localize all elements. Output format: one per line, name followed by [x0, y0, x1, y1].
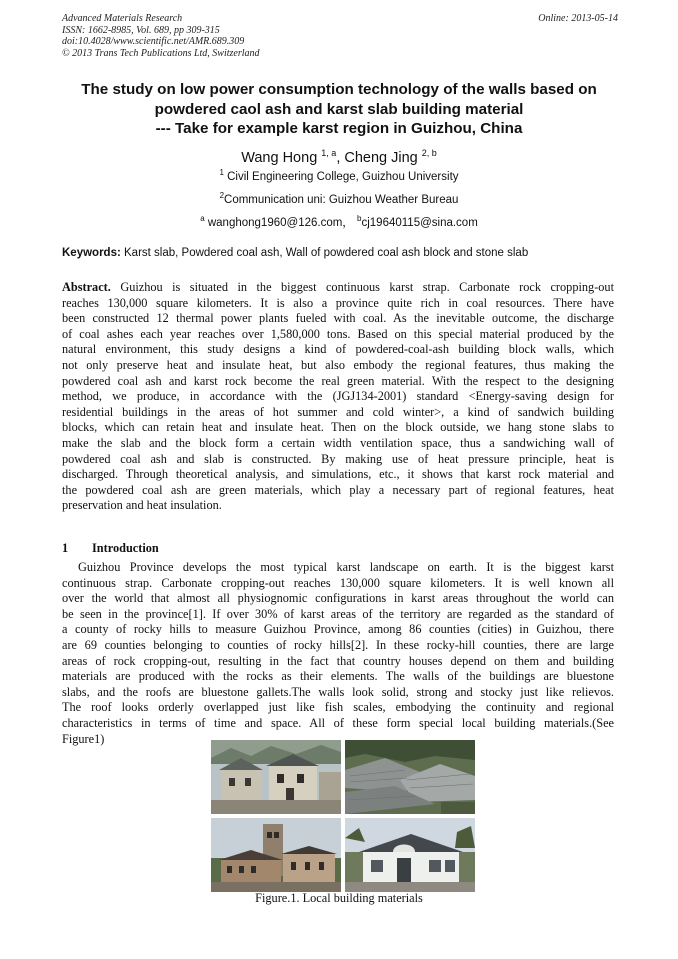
- title-line: --- Take for example karst region in Guizhou, China: [155, 120, 523, 137]
- section-number: 1: [62, 541, 69, 555]
- white-cottage-photo: [345, 818, 475, 892]
- abstract-line: the powdered coal ash are green materials, which play a necessary part of regional features, heat: [62, 482, 614, 497]
- abstract-line: of coal ashes each year reaches over 1,580,000 tons. Based on this special material produced by the: [62, 326, 614, 341]
- author-superscript: 1, a: [321, 148, 337, 158]
- affiliation-text: Communication uni: Guizhou Weather Bureau: [224, 193, 459, 206]
- section-heading: [62, 541, 159, 556]
- body-line: continuous strap. Carbonate cropping-out reaches 130,000 square kilometers. It is well known all: [62, 575, 614, 590]
- issn-line: ISSN: 1662-8985, Vol. 689, pp 309-315: [62, 24, 220, 36]
- affiliation-1: [0, 166, 678, 184]
- body-line: slabs, and the roofs are bluestone gallets.The walls look solid, strong and stocky just like relievos.: [62, 684, 614, 699]
- journal-header: [62, 13, 618, 59]
- intro-paragraph: [62, 560, 614, 747]
- abstract-line: natural environment, this study designs a kind of powdered-coal-ash building block walls, which: [62, 342, 614, 357]
- abstract-line: blocks, which can retain heat and insulate heat. Then on the block outside, we hang stone slabs to: [62, 420, 614, 435]
- email-address[interactable]: cj19640115@sina.com: [361, 216, 478, 229]
- abstract-line: Abstract. Guizhou is situated in the biggest continuous karst strap. Carbonate rock cropping-out: [62, 280, 614, 294]
- online-date: Online: 2013-05-14: [538, 13, 618, 24]
- title-line: powdered caol ash and karst slab building material: [154, 100, 524, 118]
- stone-tower-building-photo: [211, 818, 341, 892]
- body-line: over the world that almost all physiognomic configurations in karst areas throughout the world can: [62, 591, 614, 606]
- email-marker: a: [200, 214, 205, 223]
- author-superscript: 2, b: [421, 148, 437, 158]
- body-line: areas of rock cropping-out, resulting in the fact that country houses depend on them and building: [62, 653, 614, 668]
- keywords: [62, 247, 622, 259]
- stone-village-photo: [211, 740, 341, 814]
- section-title: Introduction: [92, 541, 159, 555]
- abstract-label: Abstract.: [62, 280, 111, 294]
- stone-roofs-photo: [345, 740, 475, 814]
- body-line: Figure1): [62, 731, 105, 746]
- figure-caption: Figure.1. Local building materials: [255, 891, 423, 905]
- abstract-line: reaches 130,000 square kilometers. It is also a province quite rich in coal resources. There have: [62, 295, 614, 310]
- doi-line: doi:10.4028/www.scientific.net/AMR.689.309: [62, 36, 245, 47]
- affiliation-text: Civil Engineering College, Guizhou University: [227, 170, 459, 183]
- paper-title: [40, 80, 638, 139]
- journal-name: Advanced Materials Research: [62, 13, 183, 24]
- keywords-text: Karst slab, Powdered coal ash, Wall of powdered coal ash block and stone slab: [124, 247, 529, 259]
- body-line: Guizhou Province develops the most typical karst landscape on earth. It is the biggest karst: [78, 560, 614, 574]
- abstract-line: residential buildings in the areas of hot summer and cold winter>, a kind of sandwich building: [62, 404, 614, 419]
- author-name: Cheng Jing: [344, 149, 418, 166]
- abstract-line: method, we produce, in accordance with the (JGJ134-2001) standard <Energy-saving design for: [62, 389, 614, 404]
- author-name: Wang Hong: [241, 149, 318, 166]
- affiliation-marker: 1: [219, 168, 224, 177]
- abstract: [62, 280, 614, 514]
- abstract-line: been constructed 12 thermal power plants fueled with coal. As the inevitable outcome, the discharge: [62, 311, 614, 326]
- abstract-line: powdered coal ash and slab is constructed. By making use of heat pressure principle, heat is: [62, 451, 614, 466]
- affiliation-marker: 2: [219, 191, 225, 200]
- figure-1: [211, 740, 475, 890]
- abstract-line: preservation and heat insulation.: [62, 498, 222, 513]
- keywords-label: Keywords:: [62, 247, 121, 259]
- body-line: materials are produced with the rocks as their elements. The walls of the buildings are bluestone: [62, 669, 614, 684]
- body-line: are 69 counties belonging to counties of rocky hills[2]. In these rocky-hill counties, there are large: [62, 637, 614, 652]
- email-address[interactable]: wanghong1960@126.com，: [207, 216, 354, 229]
- title-line: The study on low power consumption technology of the walls based on: [81, 81, 597, 98]
- body-line: a county of rocky hills to measure Guizhou Province, among 86 counties (cities) in Guizhou, there: [62, 622, 614, 637]
- abstract-line: powdered coal ash and karst rock become the real green material. With the respect to the designing: [62, 373, 614, 388]
- email-marker: b: [357, 214, 362, 223]
- email-line: [0, 212, 678, 230]
- author-line: [0, 144, 678, 167]
- body-line: The roof looks orderly overlapped just like fish scales, embodying the continuity and regional: [62, 700, 614, 715]
- abstract-line: make the slab and the block form a certain width ventilation space, thus a sandwiching wall of: [62, 435, 614, 450]
- body-line: characteristics in terms of time and space. All of these form special local building materials.(See: [62, 715, 614, 730]
- copyright-line: © 2013 Trans Tech Publications Ltd, Switzerland: [62, 47, 260, 59]
- affiliation-2: [0, 189, 678, 207]
- abstract-line: discharged. Through theoretical analysis, and simulations, etc., it shows that karst rock material and: [62, 467, 614, 482]
- author-separator: ,: [336, 149, 345, 166]
- body-line: be seen in the province[1]. If over 30% of karst areas of the territory are regarded as the standard of: [62, 606, 614, 621]
- abstract-line: not only preserve heat and insulate heat, but also embody the regional features, thus making the: [62, 357, 614, 372]
